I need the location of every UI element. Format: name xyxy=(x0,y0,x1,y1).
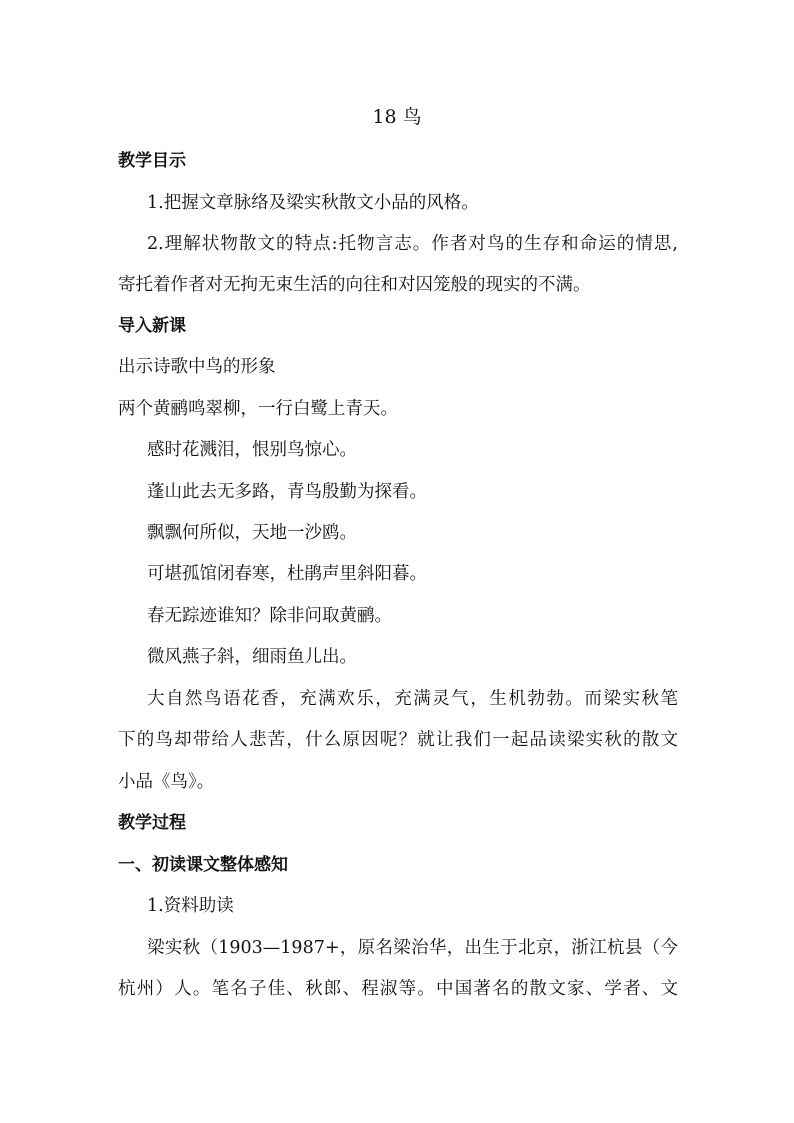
intro-heading: 导入新课 xyxy=(118,316,186,336)
poem-line-3: 蓬山此去无多路，青鸟殷勤为探看。 xyxy=(147,482,427,502)
objective-2-line-1: 2.理解状物散文的特点:托物言志。作者对鸟的生存和命运的情思, xyxy=(147,234,678,254)
paragraph-line-2: 下的鸟却带给人悲苦，什么原因呢？就让我们一起品读梁实秋的散文 xyxy=(118,730,678,750)
bio-line-2: 杭州）人。笔名子佳、秋郎、程淑等。中国著名的散文家、学者、文 xyxy=(118,979,678,999)
process-heading: 教学过程 xyxy=(118,813,186,833)
bio-line-1: 梁实秋（1903—1987+，原名梁治华，出生于北京，浙江杭县（今 xyxy=(147,938,678,958)
objective-1: 1.把握文章脉络及梁实秋散文小品的风格。 xyxy=(147,193,479,213)
poem-line-2: 感时花溅泪，恨别鸟惊心。 xyxy=(147,440,357,460)
poem-line-7: 微风燕子斜，细雨鱼儿出。 xyxy=(147,647,357,667)
poem-line-1: 两个黄鹂鸣翠柳，一行白鹭上青天。 xyxy=(118,399,398,419)
part1-item-1: 1.资料助读 xyxy=(147,896,234,916)
lesson-title: 18 鸟 xyxy=(372,106,422,128)
part1-heading: 一、初读课文整体感知 xyxy=(118,855,288,875)
intro-text: 出示诗歌中鸟的形象 xyxy=(118,357,276,377)
poem-line-4: 飘飘何所似，天地一沙鸥。 xyxy=(147,523,357,543)
paragraph-line-3: 小品《鸟》。 xyxy=(118,772,215,792)
objectives-heading: 教学目示 xyxy=(118,151,186,171)
poem-line-5: 可堪孤馆闭春寒，杜鹃声里斜阳暮。 xyxy=(147,564,427,584)
paragraph-line-1: 大自然鸟语花香，充满欢乐，充满灵气，生机勃勃。而梁实秋笔 xyxy=(147,689,678,709)
objective-2-line-2: 寄托着作者对无拘无束生活的向往和对囚笼般的现实的不满。 xyxy=(118,275,591,295)
poem-line-6: 春无踪迹谁知？除非问取黄鹂。 xyxy=(147,606,392,626)
